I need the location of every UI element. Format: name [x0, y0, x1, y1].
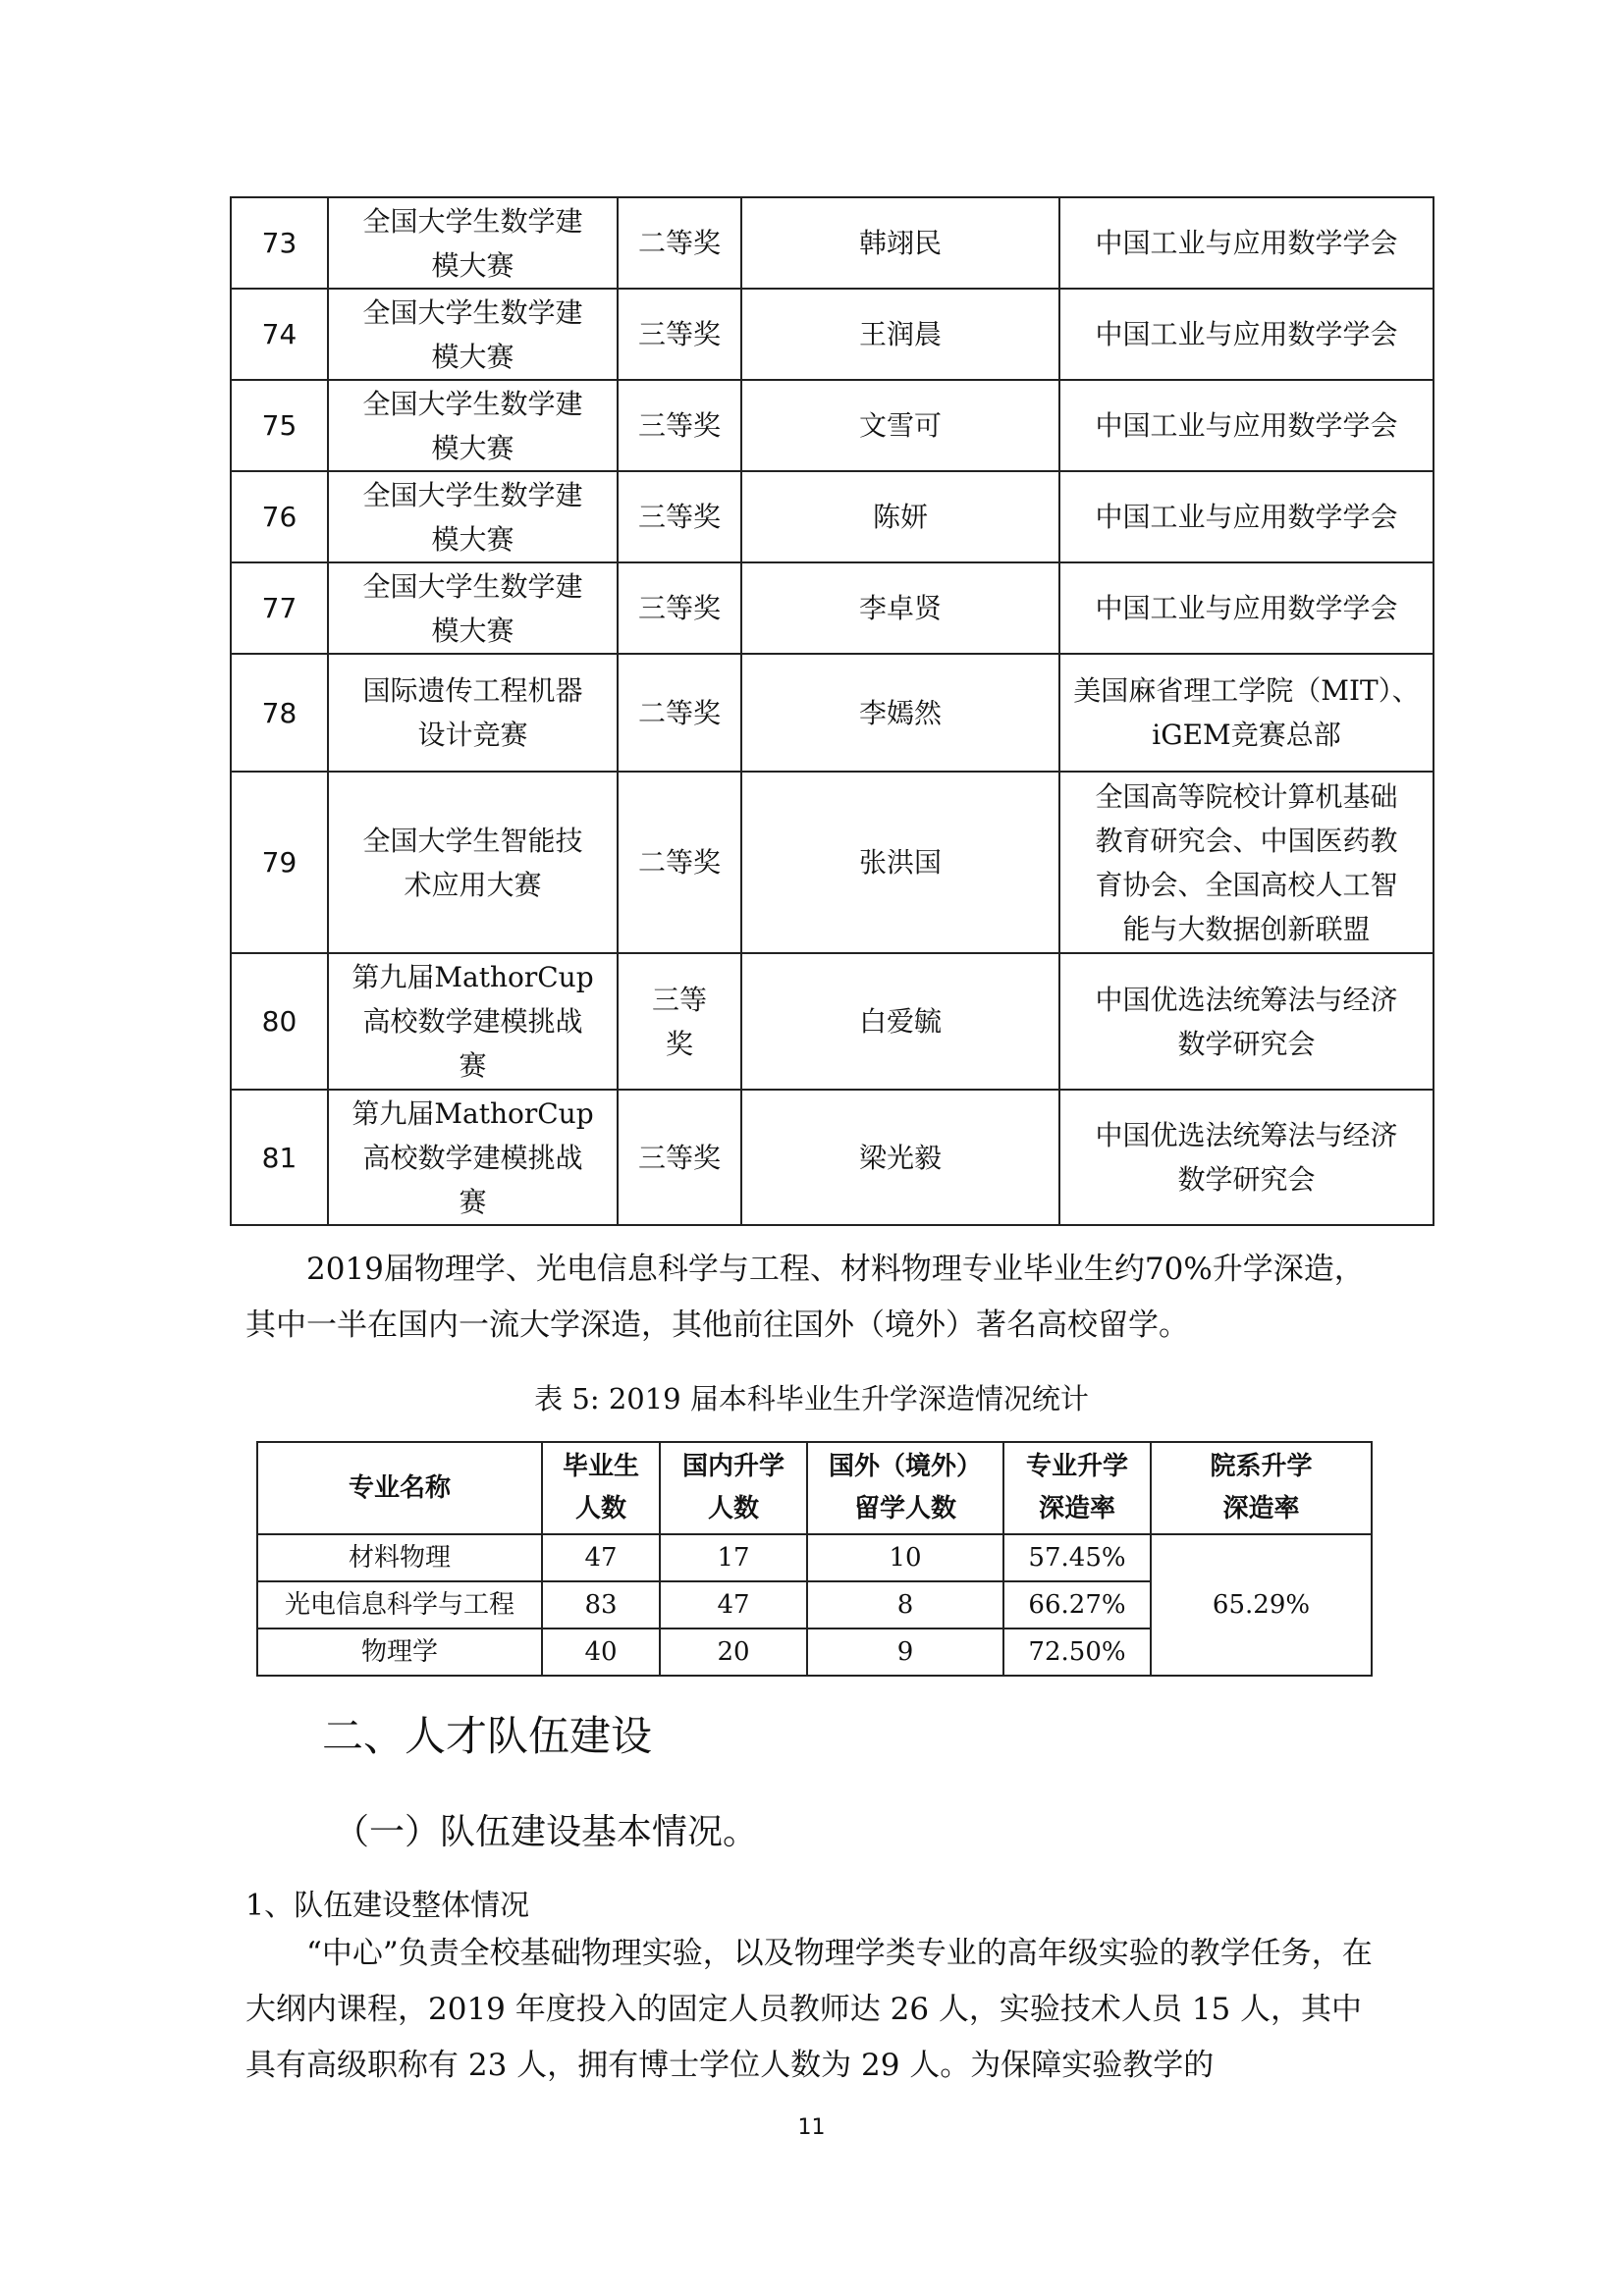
competition-name: 全国大学生数学建 模大赛 — [328, 562, 618, 654]
graduates-count: 47 — [542, 1534, 660, 1581]
table-header-row — [257, 1442, 1372, 1534]
table-row — [231, 654, 1434, 772]
student-name: 韩翊民 — [741, 197, 1059, 289]
competition-name: 第九届MathorCup 高校数学建模挑战 赛 — [328, 953, 618, 1090]
abroad-count: 8 — [807, 1581, 1003, 1629]
header-department-rate: 院系升学 深造率 — [1151, 1442, 1372, 1534]
header-abroad: 国外（境外） 留学人数 — [807, 1442, 1003, 1534]
table-row — [231, 471, 1434, 562]
domestic-count: 47 — [660, 1581, 807, 1629]
row-number: 73 — [231, 197, 328, 289]
row-number: 81 — [231, 1090, 328, 1225]
major-name: 光电信息科学与工程 — [257, 1581, 542, 1629]
student-name: 李卓贤 — [741, 562, 1059, 654]
awards-table — [230, 196, 1434, 1226]
domestic-count: 20 — [660, 1629, 807, 1676]
graduate-stats-table — [256, 1441, 1373, 1677]
competition-name: 全国大学生数学建 模大赛 — [328, 289, 618, 380]
table-row — [231, 380, 1434, 471]
organizer: 中国工业与应用数学学会 — [1059, 471, 1434, 562]
table-row — [257, 1534, 1372, 1581]
award-level: 二等奖 — [618, 197, 741, 289]
organizer: 中国工业与应用数学学会 — [1059, 197, 1434, 289]
organizer: 中国工业与应用数学学会 — [1059, 380, 1434, 471]
row-number: 76 — [231, 471, 328, 562]
header-graduates: 毕业生 人数 — [542, 1442, 660, 1534]
table-caption: 表 5: 2019 届本科毕业生升学深造情况统计 — [534, 1382, 1089, 1415]
student-name: 王润晨 — [741, 289, 1059, 380]
award-level: 二等奖 — [618, 772, 741, 953]
header-major: 专业名称 — [257, 1442, 542, 1534]
award-level: 三等奖 — [618, 562, 741, 654]
graduates-count: 83 — [542, 1581, 660, 1629]
organizer: 中国优选法统筹法与经济 数学研究会 — [1059, 953, 1434, 1090]
header-domestic: 国内升学 人数 — [660, 1442, 807, 1534]
organizer: 美国麻省理工学院（MIT）、 iGEM竞赛总部 — [1059, 654, 1434, 772]
competition-name: 第九届MathorCup 高校数学建模挑战 赛 — [328, 1090, 618, 1225]
competition-name: 全国大学生数学建 模大赛 — [328, 380, 618, 471]
student-name: 文雪可 — [741, 380, 1059, 471]
row-number: 77 — [231, 562, 328, 654]
organizer: 中国优选法统筹法与经济 数学研究会 — [1059, 1090, 1434, 1225]
student-name: 梁光毅 — [741, 1090, 1059, 1225]
major-rate: 66.27% — [1003, 1581, 1151, 1629]
team-paragraph: “中心”负责全校基础物理实验，以及物理学类专业的高年级实验的教学任务，在大纲内课程，2019 年度投入的固定人员教师达 26 人，实验技术人员 15 人，其中具有高级职称有 23 人，拥有博士学位人数为 29 人。为保障实验教学的 — [245, 1936, 1373, 2083]
award-level: 三等奖 — [618, 289, 741, 380]
row-number: 80 — [231, 953, 328, 1090]
section-heading: 二、人才队伍建设 — [322, 1712, 653, 1760]
row-number: 78 — [231, 654, 328, 772]
department-rate: 65.29% — [1151, 1534, 1372, 1676]
graduate-paragraph: 2019届物理学、光电信息科学与工程、材料物理专业毕业生约70%升学深造，其中一半在国内一流大学深造，其他前往国外（境外）著名高校留学。 — [245, 1252, 1365, 1343]
organizer: 中国工业与应用数学学会 — [1059, 289, 1434, 380]
page-number: 11 — [797, 2115, 826, 2140]
award-level: 三等奖 — [618, 471, 741, 562]
major-rate: 57.45% — [1003, 1534, 1151, 1581]
organizer: 全国高等院校计算机基础 教育研究会、中国医药教 育协会、全国高校人工智 能与大数据创新联盟 — [1059, 772, 1434, 953]
table-row — [231, 953, 1434, 1090]
row-number: 79 — [231, 772, 328, 953]
competition-name: 全国大学生数学建 模大赛 — [328, 471, 618, 562]
table-row — [231, 197, 1434, 289]
table-row — [231, 772, 1434, 953]
table-row — [231, 562, 1434, 654]
header-major-rate: 专业升学 深造率 — [1003, 1442, 1151, 1534]
student-name: 陈妍 — [741, 471, 1059, 562]
award-level: 二等奖 — [618, 654, 741, 772]
row-number: 74 — [231, 289, 328, 380]
award-level: 三等 奖 — [618, 953, 741, 1090]
item-heading: 1、队伍建设整体情况 — [245, 1889, 530, 1923]
student-name: 张洪国 — [741, 772, 1059, 953]
award-level: 三等奖 — [618, 1090, 741, 1225]
abroad-count: 10 — [807, 1534, 1003, 1581]
organizer: 中国工业与应用数学学会 — [1059, 562, 1434, 654]
abroad-count: 9 — [807, 1629, 1003, 1676]
student-name: 李嫣然 — [741, 654, 1059, 772]
graduates-count: 40 — [542, 1629, 660, 1676]
domestic-count: 17 — [660, 1534, 807, 1581]
table-row — [231, 289, 1434, 380]
major-name: 物理学 — [257, 1629, 542, 1676]
row-number: 75 — [231, 380, 328, 471]
competition-name: 全国大学生智能技 术应用大赛 — [328, 772, 618, 953]
student-name: 白爱毓 — [741, 953, 1059, 1090]
table-row — [231, 1090, 1434, 1225]
major-rate: 72.50% — [1003, 1629, 1151, 1676]
major-name: 材料物理 — [257, 1534, 542, 1581]
competition-name: 国际遗传工程机器 设计竞赛 — [328, 654, 618, 772]
award-level: 三等奖 — [618, 380, 741, 471]
competition-name: 全国大学生数学建 模大赛 — [328, 197, 618, 289]
subsection-heading: （一）队伍建设基本情况。 — [334, 1812, 759, 1852]
